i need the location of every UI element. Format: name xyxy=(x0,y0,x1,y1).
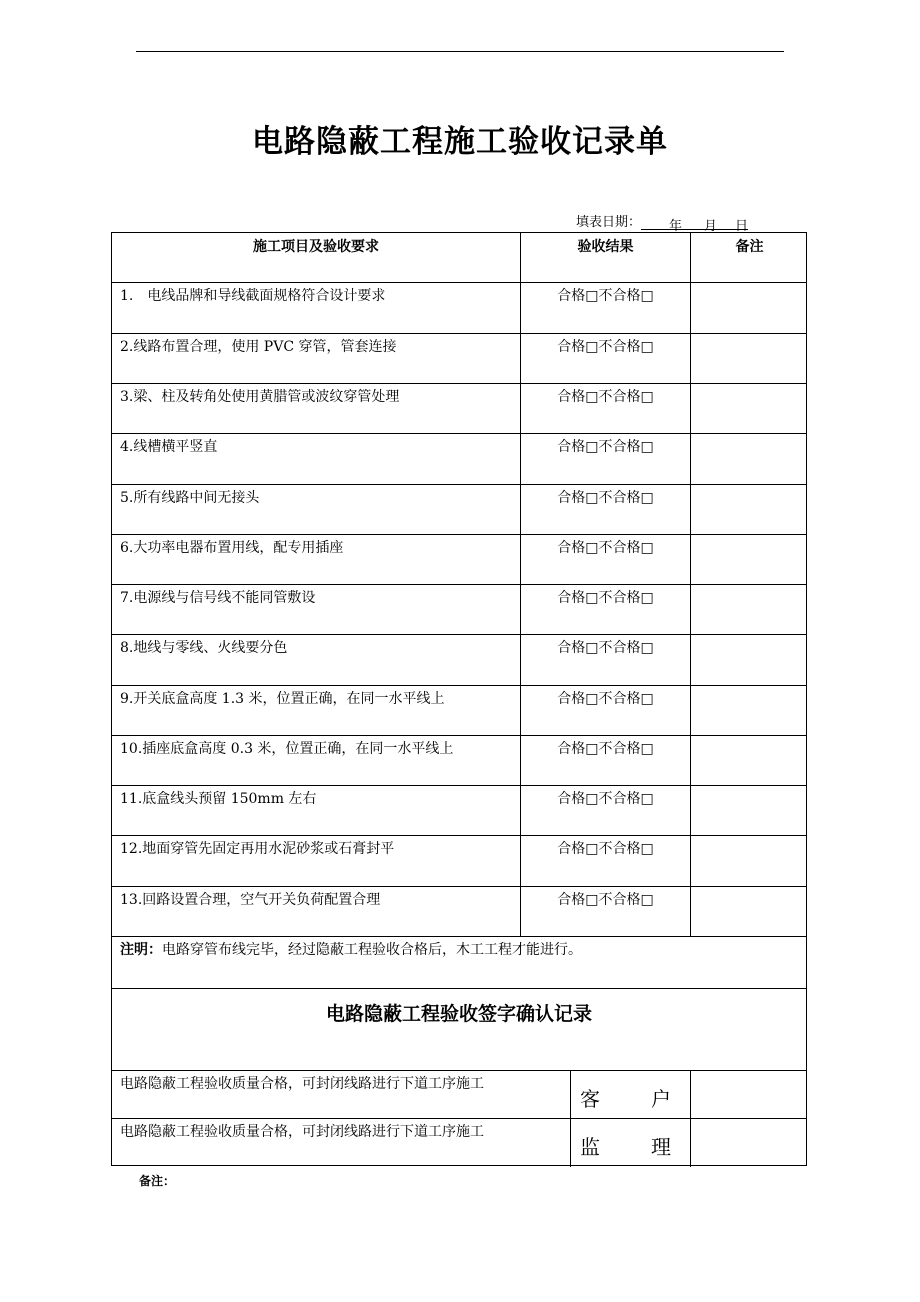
remark-cell[interactable] xyxy=(691,786,808,835)
item-text: 1. 电线品牌和导线截面规格符合设计要求 xyxy=(120,288,386,304)
role-char: 监 xyxy=(580,1135,600,1159)
table-row xyxy=(112,686,806,736)
month-blank[interactable] xyxy=(682,215,704,230)
item-text: 8.地线与零线、火线要分色 xyxy=(120,640,288,656)
inspection-table xyxy=(111,232,807,1166)
result-checkboxes[interactable]: 合格□不合格□ xyxy=(557,640,654,656)
item-text: 9.开关底盒高度 1.3 米，位置正确，在同一水平线上 xyxy=(120,691,445,707)
table-row xyxy=(112,334,806,384)
result-checkboxes[interactable]: 合格□不合格□ xyxy=(557,490,654,506)
result-checkboxes[interactable]: 合格□不合格□ xyxy=(557,339,654,355)
header-result: 验收结果 xyxy=(521,233,691,282)
remark-cell[interactable] xyxy=(691,585,808,634)
result-checkboxes[interactable]: 合格□不合格□ xyxy=(557,841,654,857)
year-blank[interactable] xyxy=(641,215,669,230)
signature-statement: 电路隐蔽工程验收质量合格，可封闭线路进行下道工序施工 xyxy=(112,1119,571,1167)
header-remark: 备注 xyxy=(735,239,764,255)
remark-cell[interactable] xyxy=(691,384,808,433)
signature-role xyxy=(571,1119,691,1167)
item-text: 4.线槽横平竖直 xyxy=(120,439,218,455)
signature-title-row xyxy=(112,989,806,1071)
item-text: 6.大功率电器布置用线，配专用插座 xyxy=(120,540,344,556)
result-checkboxes[interactable]: 合格□不合格□ xyxy=(557,439,654,455)
table-row xyxy=(112,535,806,585)
remark-cell[interactable] xyxy=(691,836,808,886)
result-checkboxes[interactable]: 合格□不合格□ xyxy=(557,791,654,807)
table-row xyxy=(112,485,806,535)
table-row xyxy=(112,585,806,635)
signature-field[interactable] xyxy=(691,1119,808,1167)
item-text: 7.电源线与信号线不能同管敷设 xyxy=(120,590,316,606)
month-label: 月 xyxy=(704,215,717,230)
note-label: 注明： xyxy=(120,942,162,958)
table-row xyxy=(112,836,806,887)
item-text: 13.回路设置合理，空气开关负荷配置合理 xyxy=(120,892,381,908)
table-header-row xyxy=(112,233,806,283)
remark-cell[interactable] xyxy=(691,887,808,936)
signature-field[interactable] xyxy=(691,1071,808,1118)
signature-statement: 电路隐蔽工程验收质量合格，可封闭线路进行下道工序施工 xyxy=(112,1071,571,1118)
remark-cell[interactable] xyxy=(691,485,808,534)
table-row xyxy=(112,736,806,786)
remark-cell[interactable] xyxy=(691,686,808,735)
fill-date xyxy=(576,211,749,234)
signature-row xyxy=(112,1071,806,1119)
day-blank[interactable] xyxy=(717,215,735,230)
result-checkboxes[interactable]: 合格□不合格□ xyxy=(557,540,654,556)
item-text: 10.插座底盒高度 0.3 米，位置正确，在同一水平线上 xyxy=(120,741,454,757)
footer-note: 备注： xyxy=(139,1174,176,1188)
header-item: 施工项目及验收要求 xyxy=(112,233,521,282)
item-text: 12.地面穿管先固定再用水泥砂浆或石膏封平 xyxy=(120,841,395,857)
item-text: 2.线路布置合理，使用 PVC 穿管，管套连接 xyxy=(120,339,397,355)
table-row xyxy=(112,384,806,434)
role-char: 客 xyxy=(580,1087,600,1111)
remark-cell[interactable] xyxy=(691,635,808,685)
year-label: 年 xyxy=(669,215,682,230)
result-checkboxes[interactable]: 合格□不合格□ xyxy=(557,691,654,707)
table-row xyxy=(112,887,806,937)
result-checkboxes[interactable]: 合格□不合格□ xyxy=(557,288,654,304)
header-rule xyxy=(136,51,784,52)
signature-title: 电路隐蔽工程验收签字确认记录 xyxy=(325,1003,592,1025)
role-char: 理 xyxy=(651,1135,671,1159)
remark-cell[interactable] xyxy=(691,736,808,785)
remark-cell[interactable] xyxy=(691,283,808,333)
item-text: 5.所有线路中间无接头 xyxy=(120,490,260,506)
remark-cell[interactable] xyxy=(691,535,808,584)
table-row xyxy=(112,434,806,485)
role-char: 户 xyxy=(651,1087,671,1111)
page-title: 电路隐蔽工程施工验收记录单 xyxy=(252,124,668,160)
table-row xyxy=(112,283,806,334)
remark-cell[interactable] xyxy=(691,334,808,383)
table-row xyxy=(112,635,806,686)
result-checkboxes[interactable]: 合格□不合格□ xyxy=(557,892,654,908)
result-checkboxes[interactable]: 合格□不合格□ xyxy=(557,389,654,405)
result-checkboxes[interactable]: 合格□不合格□ xyxy=(557,741,654,757)
signature-role xyxy=(571,1071,691,1118)
note-text: 电路穿管布线完毕，经过隐蔽工程验收合格后，木工工程才能进行。 xyxy=(162,942,582,958)
item-text: 3.梁、柱及转角处使用黄腊管或波纹穿管处理 xyxy=(120,389,400,405)
item-text: 11.底盒线头预留 150mm 左右 xyxy=(120,791,317,807)
note-row xyxy=(112,937,806,989)
result-checkboxes[interactable]: 合格□不合格□ xyxy=(557,590,654,606)
day-label: 日 xyxy=(735,215,748,230)
signature-row xyxy=(112,1119,806,1167)
table-row xyxy=(112,786,806,836)
remark-cell[interactable] xyxy=(691,434,808,484)
date-label: 填表日期： xyxy=(576,215,642,230)
